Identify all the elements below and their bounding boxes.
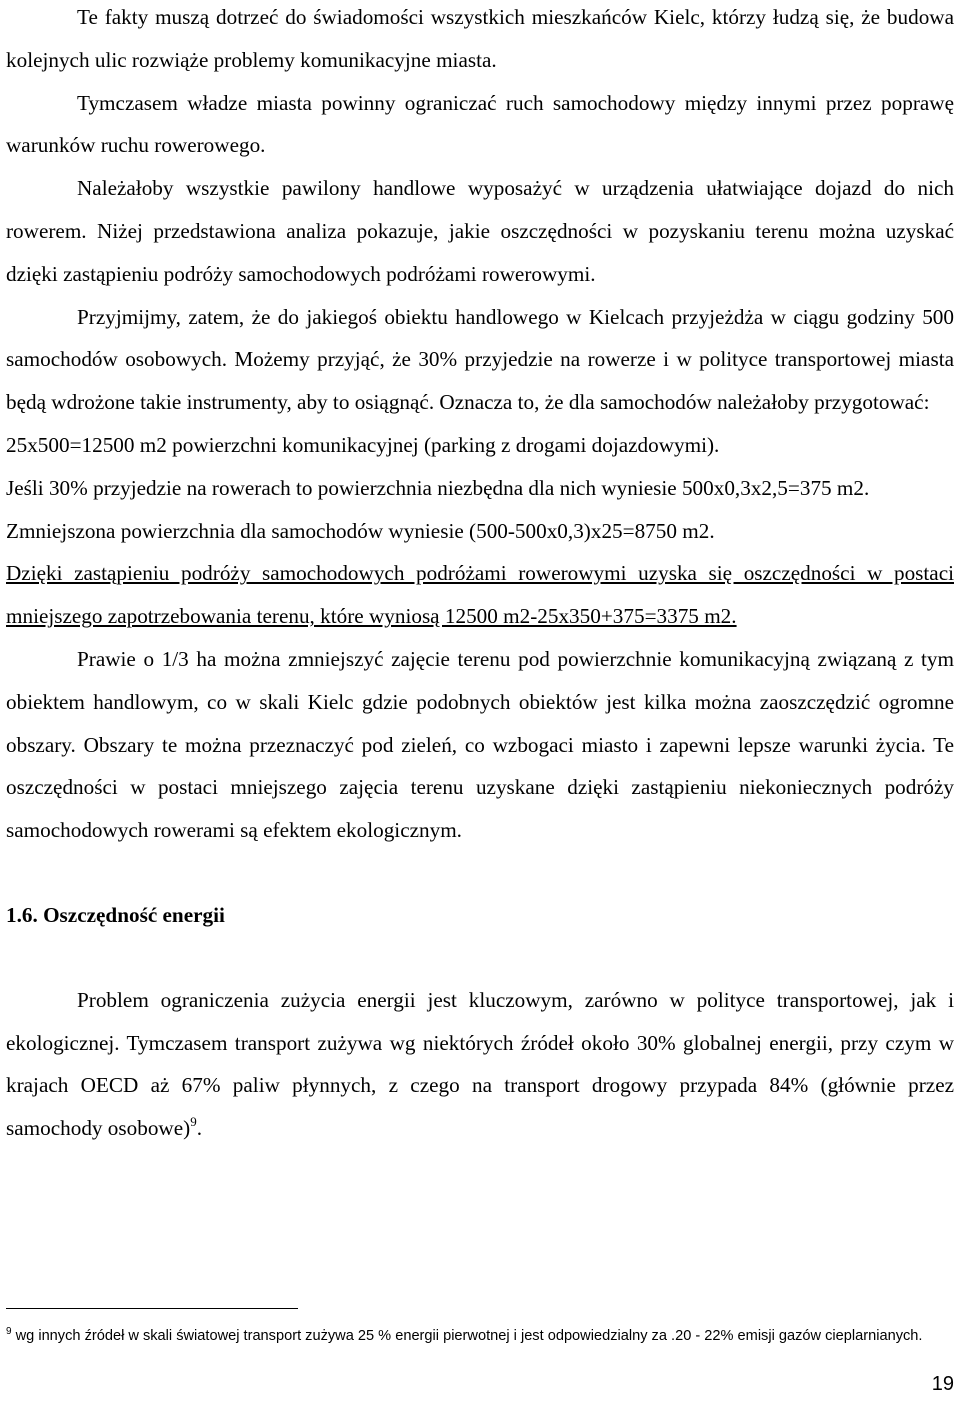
paragraph-bicycle-facilities: Należałoby wszystkie pawilony handlowe wyposażyć w urządzenia ułatwiające dojazd do nich rowerem. Niżej przedstawiona analiza pokazuje, jakie oszczędności w pozyskaniu terenu można uzyskać dzięki zastąpieniu podróży samochodowych podróżami rowerowymi. [6,176,954,286]
footnote-marker: 9 [6,1326,12,1337]
paragraph-energy-text: Problem ograniczenia zużycia energii jest kluczowym, zarówno w polityce transportowej, jak i ekologicznej. Tymczasem transport zużywa wg niektórych źródeł około 30% globalnej energii, przy czym w krajach OECD aż 67% paliw płynnych, z czego na transport drogowy przypada 84% (głównie przez samochody osobowe) [6,987,954,1141]
footnote-reference[interactable]: 9 [190,1114,197,1130]
page-number: 19 [931,1373,954,1395]
paragraph-analysis-assumption: Przyjmijmy, zatem, że do jakiegoś obiektu handlowego w Kielcach przyjeżdża w ciągu godziny 500 samochodów osobowych. Możemy przyjąć, że 30% przyjedzie na rowerze i w polityce transportowej miasta będą wdrożone takie instrumenty, aby to osiągnąć. Oznacza to, że dla samochodów należałoby przygotować: [6,304,954,415]
footnote [6,1326,936,1346]
paragraph-ecological-effect: Prawie o 1/3 ha można zmniejszyć zajęcie terenu pod powierzchnie komunikacyjną związaną z tym obiektem handlowym, co w skali Kielc gdzie podobnych obiektów jest kilka można zaoszczędzić ogromne obszary. Obszary te można przeznaczyć pod zieleń, co wzbogaci miasto i zapewni lepsze warunki życia. Te oszczędności w postaci mniejszego zajęcia terenu uzyskane dzięki zastąpieniu niekoniecznych podróży samochodowych rowerami są efektem ekologicznym. [6,646,954,843]
paragraph-savings-result: Dzięki zastąpieniu podróży samochodowych podróżami rowerowymi uzyska się oszczędności w postaci mniejszego zapotrzebowania terenu, które wyniosą 12500 m2-25x350+375=3375 m2. [6,561,954,629]
paragraph-car-area-calculation: 25x500=12500 m2 powierzchni komunikacyjnej (parking z drogami dojazdowymi). [6,432,720,457]
paragraph-residents-awareness: Te fakty muszą dotrzeć do świadomości wszystkich mieszkańców Kielc, którzy łudzą się, że budowa kolejnych ulic rozwiąże problemy komunikacyjne miasta. [6,5,954,72]
paragraph-energy-end: . [196,1116,202,1141]
section-heading: 1.6. Oszczędność energii [6,902,225,927]
paragraph-bike-area-calculation: Jeśli 30% przyjedzie na rowerach to powierzchnia niezbędna dla nich wyniesie 500x0,3x2,5=375 m2. [6,475,870,500]
paragraph-limit-car-traffic: Tymczasem władze miasta powinny ograniczać ruch samochodowy między innymi przez poprawę warunków ruchu rowerowego. [6,90,954,158]
footnote-text: wg innych źródeł w skali światowej transport zużywa 25 % energii pierwotnej i jest odpowiedzialny za .20 - 22% emisji gazów cieplarnianych. [11,1328,923,1344]
paragraph-energy-problem [6,979,954,1150]
footnote-separator [6,1308,298,1309]
paragraph-reduced-area-calculation: Zmniejszona powierzchnia dla samochodów wyniesie (500-500x0,3)x25=8750 m2. [6,518,715,543]
